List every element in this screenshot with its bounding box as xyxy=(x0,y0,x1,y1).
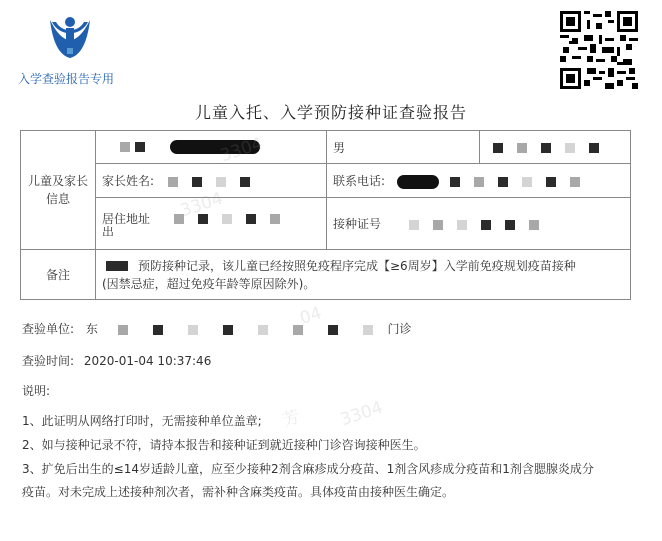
redacted-block xyxy=(223,325,233,335)
redacted-block xyxy=(258,325,268,335)
note-item-1: 1、此证明从网络打印时，无需接种单位盖章; xyxy=(22,414,262,428)
redacted-block xyxy=(570,177,580,187)
gender-value: 男 xyxy=(333,140,346,155)
redacted-block xyxy=(450,177,460,187)
watermark-text: 3304 xyxy=(337,397,386,431)
redacted-block xyxy=(174,214,184,224)
address-label: 居住地址 xyxy=(102,211,151,226)
note-label: 备注 xyxy=(21,250,96,300)
table-row xyxy=(21,250,631,300)
redacted-block xyxy=(120,142,130,152)
watermark-text: 04 xyxy=(297,303,325,329)
redacted-block xyxy=(222,214,232,224)
redacted-block xyxy=(589,143,599,153)
address-continued: 出 xyxy=(102,225,115,236)
phone-cell xyxy=(327,164,631,198)
vaccination-logo-icon xyxy=(40,14,100,62)
vaccine-no-label: 接种证号 xyxy=(333,217,382,231)
redacted-block xyxy=(457,220,467,230)
child-info-table xyxy=(20,130,631,300)
unit-label: 查验单位: xyxy=(22,322,75,336)
redacted-block xyxy=(493,143,503,153)
redaction-bar xyxy=(397,175,439,189)
redacted-block xyxy=(216,177,226,187)
note-line-1: 预防接种记录，该儿童已经按照免疫程序完成【≥6周岁】入学前免疫规划疫苗接种 xyxy=(138,258,576,273)
unit-prefix: 东 xyxy=(85,322,98,336)
redacted-block xyxy=(168,177,178,187)
note-item-3-line-1: 3、扩免后出生的≤14岁适龄儿童，应至少接种2剂含麻疹成分疫苗、1剂含风疹成分疫苗和1剂含腮腺炎成分 xyxy=(22,462,594,476)
phone-label: 联系电话: xyxy=(333,174,386,188)
redacted-block xyxy=(498,177,508,187)
redacted-block xyxy=(517,143,527,153)
redacted-block xyxy=(246,214,256,224)
redacted-block xyxy=(192,177,202,187)
redacted-block xyxy=(135,142,145,152)
redacted-block xyxy=(433,220,443,230)
redacted-block xyxy=(522,177,532,187)
note-cell xyxy=(96,250,631,300)
redacted-block xyxy=(529,220,539,230)
redacted-block xyxy=(541,143,551,153)
qr-code-icon xyxy=(560,11,638,89)
redacted-block xyxy=(106,261,128,271)
report-title: 儿童入托、入学预防接种证查验报告 xyxy=(194,103,467,122)
vaccine-no-cell xyxy=(327,198,631,250)
parent-name-label: 家长姓名: xyxy=(102,174,155,188)
redacted-block xyxy=(270,214,280,224)
child-name-cell xyxy=(96,131,327,164)
gender-cell xyxy=(327,131,480,164)
inspection-time-row xyxy=(22,352,211,369)
time-value: 2020-01-04 10:37:46 xyxy=(83,354,212,368)
note-item-3-line-2: 疫苗。对未完成上述接种剂次者，需补种含麻类疫苗。具体疫苗由接种医生确定。 xyxy=(22,485,455,499)
time-label: 查验时间: xyxy=(22,354,75,368)
redacted-block xyxy=(188,325,198,335)
watermark-text: 3304 xyxy=(177,188,226,222)
group-label: 儿童及家长信息 xyxy=(21,131,96,250)
redacted-block xyxy=(481,220,491,230)
parent-name-cell xyxy=(96,164,327,198)
redacted-block xyxy=(240,177,250,187)
redacted-block xyxy=(198,214,208,224)
table-row xyxy=(21,131,631,164)
notes-heading: 说明: xyxy=(22,384,51,398)
table-row xyxy=(21,198,631,250)
redacted-block xyxy=(505,220,515,230)
logo-caption: 入学查验报告专用 xyxy=(18,72,115,86)
redacted-block xyxy=(409,220,419,230)
redaction-bar xyxy=(170,140,260,154)
table-row xyxy=(21,164,631,198)
inspection-unit-row xyxy=(22,320,412,337)
address-cell xyxy=(96,198,327,250)
redacted-block xyxy=(363,325,373,335)
redacted-block xyxy=(118,325,128,335)
redacted-block xyxy=(565,143,575,153)
watermark-text: 芳 xyxy=(280,406,303,432)
redacted-block xyxy=(293,325,303,335)
redacted-block xyxy=(546,177,556,187)
note-line-2: (因禁忌症，超过免疫年龄等原因除外)。 xyxy=(102,276,316,291)
redacted-block xyxy=(474,177,484,187)
redacted-block xyxy=(153,325,163,335)
redacted-block xyxy=(328,325,338,335)
unit-suffix: 门诊 xyxy=(387,322,412,336)
note-item-2: 2、如与接种记录不符，请持本报告和接种证到就近接种门诊咨询接种医生。 xyxy=(22,438,426,452)
birth-cell xyxy=(480,131,631,164)
